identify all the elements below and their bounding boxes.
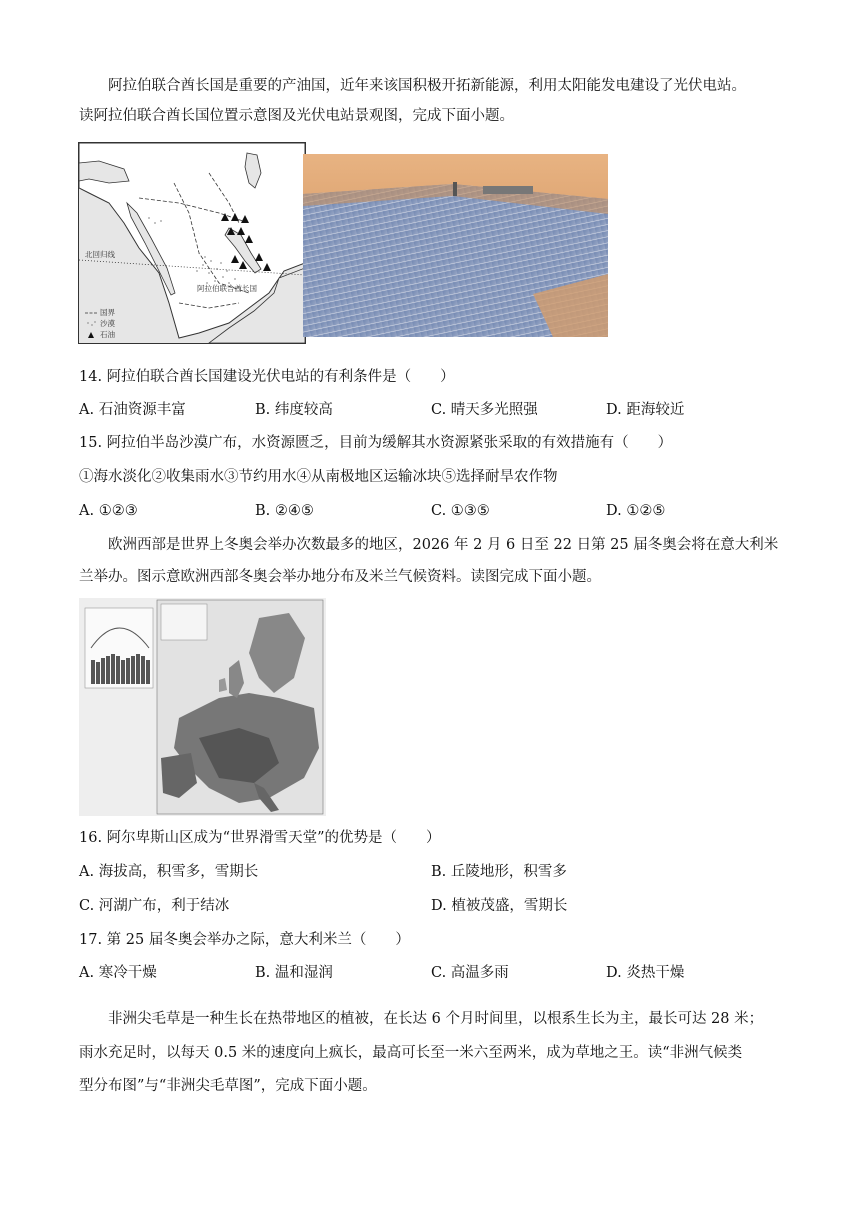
q17-stem: 17. 第 25 届冬奥会举办之际，意大利米兰（ ） [79,932,410,948]
legend-oil: 石油 [100,330,115,339]
q15-option-a[interactable]: A. ①②③ [79,503,138,519]
legend-border: 国界 [100,308,115,317]
q17-option-a[interactable]: A. 寒冷干燥 [79,965,157,981]
passage3-line1: 非洲尖毛草是一种生长在热带地区的植被，在长达 6 个月时间里，以根系生长为主，最长可达 28 米； [108,1011,764,1027]
q14-option-b[interactable]: B. 纬度较高 [255,402,333,418]
q16-option-c[interactable]: C. 河湖广布，利于结冰 [79,898,230,914]
q16-option-d[interactable]: D. 植被茂盛，雪期长 [431,898,568,914]
passage1-line2: 读阿拉伯联合酋长国位置示意图及光伏电站景观图，完成下面小题。 [79,108,514,124]
solar-photo-svg [303,154,608,337]
q14-option-c[interactable]: C. 晴天多光照强 [431,402,538,418]
q15-stem: 15. 阿拉伯半岛沙漠广布，水资源匮乏，目前为缓解其水资源紧张采取的有效措施有（ ） [79,435,673,451]
uae-location-map [78,142,306,344]
legend-desert: 沙漠 [100,319,115,328]
q17-option-c[interactable]: C. 高温多雨 [431,965,509,981]
tropic-label: 北回归线 [85,250,115,259]
passage3-line2: 雨水充足时，以每天 0.5 米的速度向上疯长，最高可长至一米六至两米，成为草地之王。读“非洲气候类 [79,1045,743,1061]
q17-option-d[interactable]: D. 炎热干燥 [606,965,685,981]
q14-option-d[interactable]: D. 距海较近 [606,402,685,418]
europe-olympics-map [79,598,326,816]
q16-stem: 16. 阿尔卑斯山区成为“世界滑雪天堂”的优势是（ ） [79,830,441,846]
q15-option-c[interactable]: C. ①③⑤ [431,503,490,519]
q15-items: ①海水淡化②收集雨水③节约用水④从南极地区运输冰块⑤选择耐旱农作物 [79,469,558,485]
q15-option-d[interactable]: D. ①②⑤ [606,503,666,519]
passage3-line3: 型分布图”与“非洲尖毛草图”，完成下面小题。 [79,1078,377,1094]
q17-option-b[interactable]: B. 温和湿润 [255,965,333,981]
passage1-line1: 阿拉伯联合酋长国是重要的产油国，近年来该国积极开拓新能源，利用太阳能发电建设了光伏电站。 [108,78,746,94]
passage2-line1: 欧洲西部是世界上冬奥会举办次数最多的地区，2026 年 2 月 6 日至 22 日第 25 届冬奥会将在意大利米 [108,537,779,553]
q15-option-b[interactable]: B. ②④⑤ [255,503,314,519]
q14-stem: 14. 阿拉伯联合酋长国建设光伏电站的有利条件是（ ） [79,369,455,385]
europe-map-svg [79,598,326,816]
uae-map-svg [79,143,305,343]
uae-label: 阿拉伯联合酋长国 [197,284,257,293]
q16-option-a[interactable]: A. 海拔高，积雪多，雪期长 [79,864,259,880]
passage2-line2: 兰举办。图示意欧洲西部冬奥会举办地分布及米兰气候资料。读图完成下面小题。 [79,569,601,585]
q16-option-b[interactable]: B. 丘陵地形，积雪多 [431,864,567,880]
q14-option-a[interactable]: A. 石油资源丰富 [79,402,186,418]
solar-station-photo [303,154,608,337]
